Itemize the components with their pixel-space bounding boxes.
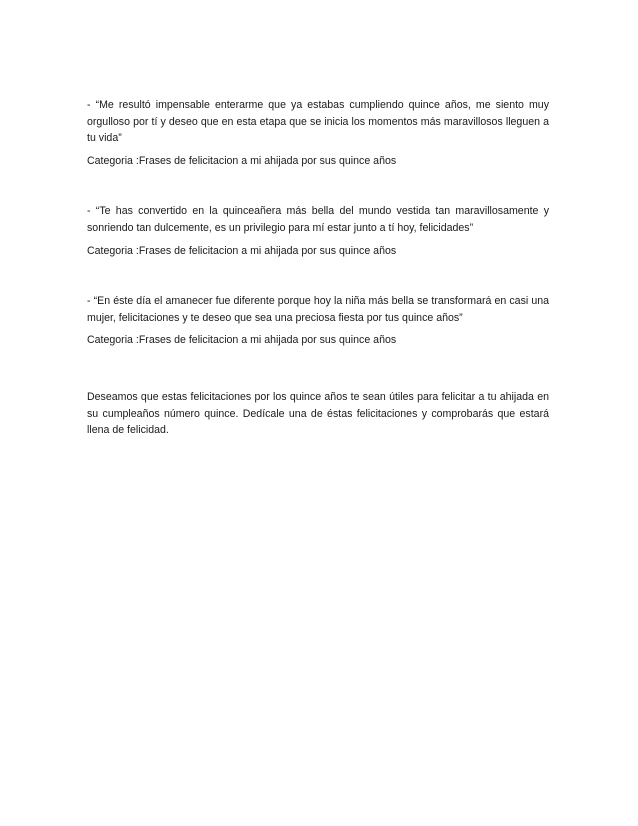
- spacer: [87, 169, 549, 203]
- quote-text: - “Me resultó impensable enterarme que ya estabas cumpliendo quince años, me siento muy orgulloso por tí y deseo que en esta etapa que se inicia los momentos más maravillosos lleguen a tu vida”: [87, 99, 549, 145]
- category-label: Categoria :Frases de felicitacion a mi ahijada por sus quince años: [87, 334, 397, 347]
- entry-2: [87, 203, 549, 259]
- category-label: Categoria :Frases de felicitacion a mi ahijada por sus quince años: [87, 244, 397, 257]
- category-label: Categoria :Frases de felicitacion a mi ahijada por sus quince años: [87, 154, 397, 167]
- quote-text: - “En éste día el amanecer fue diferente porque hoy la niña más bella se transformará en casi una mujer, felicitaciones y te deseo que sea una preciosa fiesta por tus quince años”: [87, 295, 549, 324]
- entry-3: [87, 293, 549, 349]
- spacer: [87, 259, 549, 293]
- entry-1: [87, 97, 549, 169]
- closing-paragraph: Deseamos que estas felicitaciones por los quince años te sean útiles para felicitar a tu ahijada en su cumpleaños número quince. Dedícale una de éstas felicitaciones y comprobarás que estará llena de felicidad.: [87, 390, 549, 437]
- document-body: [87, 97, 549, 439]
- quote-text: - “Te has convertido en la quinceañera más bella del mundo vestida tan maravillosamente y sonriendo tan dulcemente, es un privilegio para mí estar junto a tí hoy, felicidades”: [87, 205, 549, 234]
- spacer: [87, 349, 549, 389]
